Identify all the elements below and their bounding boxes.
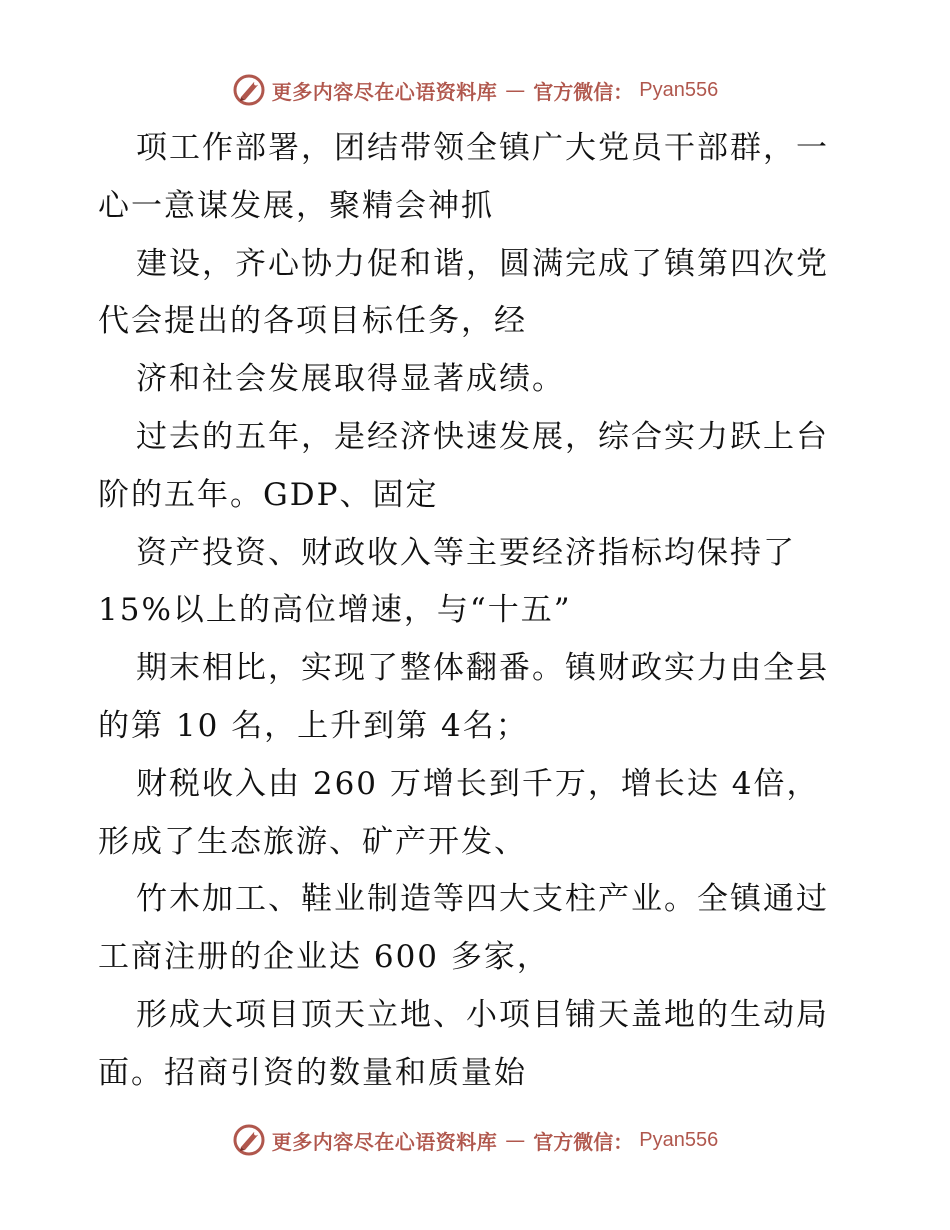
text-line: 资产投资、财政收入等主要经济指标均保持了	[136, 534, 796, 571]
text-line: 竹木加工、鞋业制造等四大支柱产业。全镇通过	[136, 881, 829, 918]
body-text	[98, 120, 858, 1103]
footer-watermark	[0, 1120, 950, 1160]
watermark-wechat-id: Pyan556	[639, 1128, 719, 1151]
text-line: 财税收入由 260 万增长到千万，增长达 4倍，	[136, 765, 820, 802]
header-watermark	[0, 70, 950, 110]
text-line: 阶的五年。GDP、固定	[98, 476, 439, 513]
pen-logo-icon	[232, 1123, 266, 1157]
text-line: 建设，齐心协力促和谐，圆满完成了镇第四次党	[136, 245, 829, 282]
watermark-text: 更多内容尽在心语资料库	[271, 79, 498, 104]
watermark-official-label: 官方微信：	[533, 79, 634, 104]
pen-logo-icon	[232, 73, 266, 107]
text-line: 的第 10 名，上升到第 4名；	[98, 707, 529, 744]
watermark-separator: —	[505, 1128, 526, 1152]
text-line: 形成大项目顶天立地、小项目铺天盖地的生动局	[136, 996, 829, 1033]
text-line: 形成了生态旅游、矿产开发、	[98, 823, 527, 860]
text-line: 项工作部署，团结带领全镇广大党员干部群，一	[136, 130, 829, 166]
watermark-separator: —	[505, 78, 526, 102]
text-line: 代会提出的各项目标任务，经	[98, 303, 527, 340]
text-line: 15%以上的高位增速，与“十五”	[98, 592, 572, 629]
watermark-text: 更多内容尽在心语资料库	[271, 1129, 498, 1154]
text-line: 济和社会发展取得显著成绩。	[136, 361, 565, 398]
watermark-wechat-id: Pyan556	[639, 78, 719, 101]
text-line: 面。招商引资的数量和质量始	[98, 1054, 527, 1091]
text-line: 过去的五年，是经济快速发展，综合实力跃上台	[136, 418, 829, 455]
text-line: 心一意谋发展，聚精会神抓	[98, 187, 494, 224]
text-line: 期末相比，实现了整体翻番。镇财政实力由全县	[136, 650, 829, 687]
watermark-official-label: 官方微信：	[533, 1129, 634, 1154]
text-line: 工商注册的企业达 600 多家，	[98, 939, 550, 976]
